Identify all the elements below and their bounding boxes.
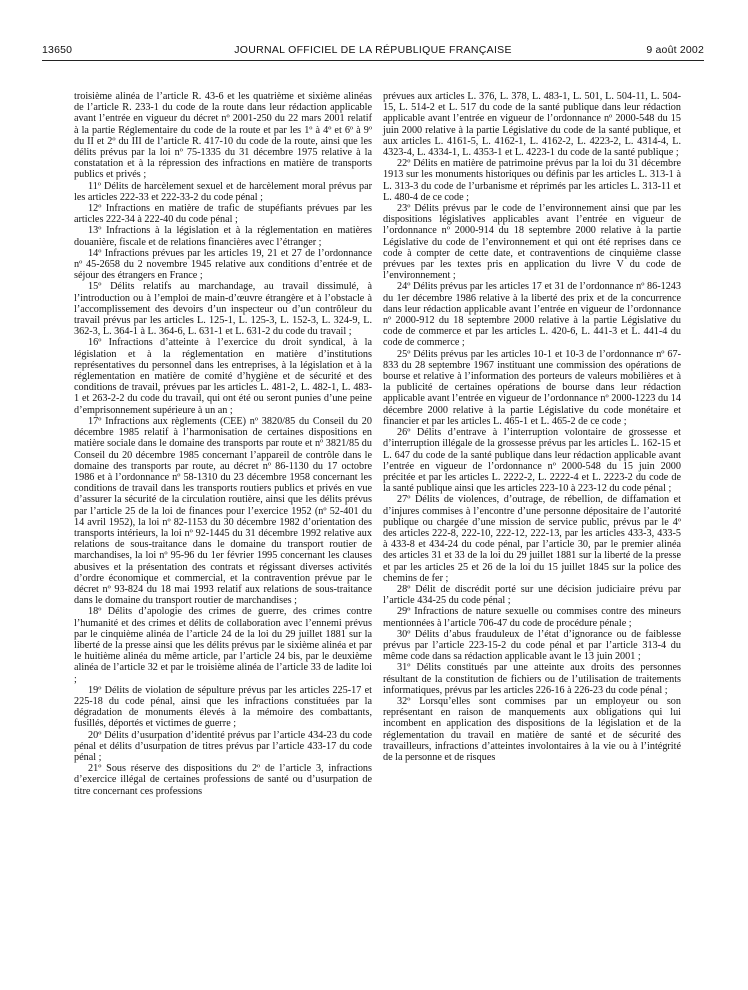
- paragraph: 15º Délits relatifs au marchandage, au travail dissimulé, à l’introduction ou à l’emploi de main-d’œuvre étrangère et à l’obstacle à l’accomplissement des devoirs d’un inspecteur ou d’un contrôleur du travail prévus par les articles L. 125-1, L. 125-3, L. 152-3, L. 324-9, L. 362-3, L. 364-1 à L. 364-6, L. 631-1 et L. 631-2 du code du travail ;: [74, 281, 372, 338]
- paragraph: 16º Infractions d’atteinte à l’exercice du droit syndical, à la législation et à la réglementation en matière d’institutions représentatives du personnel dans les entreprises, à la législation et à la réglementation en matière de comité d’hygiène et de sécurité et des conditions de travail, prévues par les articles L. 481-2, L. 482-1, L. 483-1 et 263-2-2 du code du travail, qui ont été ou seront punies d’une peine d’emprisonnement supérieure à un an ;: [74, 337, 372, 416]
- paragraph: 11º Délits de harcèlement sexuel et de harcèlement moral prévus par les articles 222-33 et 222-33-2 du code pénal ;: [74, 180, 372, 203]
- paragraph: 27º Délits de violences, d’outrage, de rébellion, de diffamation et d’injures commises à l’encontre d’une personne dépositaire de l’autorité publique ou chargée d’une mission de service public, prévus par le 4º des articles 222-8, 222-10, 222-12, 222-13, par les articles 433-3, 433-5 à 433-8 et 434-24 du code pénal, par l’article 30, par le premier alinéa des articles 31 et 33 de la loi du 29 juillet 1881 sur la liberté de la presse et par les articles 25 et 26 de la loi du 15 juillet 1845 sur la police des chemins de fer ;: [383, 494, 681, 584]
- paragraph: 31º Délits constitués par une atteinte aux droits des personnes résultant de la constitution de fichiers ou de l’utilisation de traitements informatiques, prévus par les articles 226-16 à 226-23 du code pénal ;: [383, 662, 681, 696]
- paragraph: 12º Infractions en matière de trafic de stupéfiants prévues par les articles 222-34 à 222-40 du code pénal ;: [74, 203, 372, 226]
- header-rule: [42, 60, 704, 61]
- paragraph: prévues aux articles L. 376, L. 378, L. 483-1, L. 501, L. 504-11, L. 504-15, L. 514-2 et L. 517 du code de la santé publique dans leur rédaction applicable avant l’entrée en vigueur de l’ordonnance nº 2000-548 du 15 juin 2000 relative à la partie Législative du code de la santé publique, et aux articles L. 4161-5, L. 4162-1, L. 4162-2, L. 4223-2, L. 4314-4, L. 4323-4, L. 4334-1, L. 4353-1 et L. 4223-1 du code de la santé publique ;: [383, 91, 681, 159]
- publication-date: 9 août 2002: [646, 44, 704, 56]
- paragraph: 32º Lorsqu’elles sont commises par un employeur ou son représentant en raison de manquements aux obligations qui lui incombent en application des dispositions de la législation et de la réglementation du travail en matière de santé et de sécurité des travailleurs, infractions d’atteintes involontaires à la vie ou à l’intégrité de la personne et de risques: [383, 695, 681, 763]
- paragraph: 25º Délits prévus par les articles 10-1 et 10-3 de l’ordonnance nº 67-833 du 28 septembre 1967 instituant une commission des opérations de bourse et relative à l’information des porteurs de valeurs mobilières et à la publicité de certaines opérations de bourse dans leur rédaction applicable avant l’entrée en vigueur de l’ordonnance nº 2000-1223 du 14 décembre 2000 relative à la partie Législative du code monétaire et financier et par les articles L. 465-1 et L. 465-2 de ce code ;: [383, 348, 681, 427]
- paragraph: 24º Délits prévus par les articles 17 et 31 de l’ordonnance nº 86-1243 du 1er décembre 1986 relative à la liberté des prix et de la concurrence dans leur rédaction applicable avant l’entrée en vigueur de l’ordonnance nº 2000-912 du 18 septembre 2000 relative à la partie Législative du code de commerce et par les articles L. 420-6, L. 441-3 et L. 441-4 du code de commerce ;: [383, 281, 681, 349]
- page-header: [42, 44, 704, 58]
- paragraph: 21º Sous réserve des dispositions du 2º de l’article 3, infractions d’exercice illégal de certaines professions de santé ou d’usurpation de titre concernant ces professions: [74, 763, 372, 797]
- paragraph: 13º Infractions à la législation et à la réglementation en matières douanière, fiscale et de relations financières avec l’étranger ;: [74, 225, 372, 248]
- paragraph: troisième alinéa de l’article R. 43-6 et les quatrième et sixième alinéas de l’article R. 233-1 du code de la route dans leur rédaction applicable avant l’entrée en vigueur du décret nº 2001-250 du 22 mars 2001 relatif à la partie Réglementaire du code de la route et par les 1º à 4º et 6º à 9º du II et 2º du III de l’article R. 417-10 du code de la route, ainsi que les délits prévus par la loi nº 75-1335 du 31 décembre 1975 relative à la constatation et à la répression des infractions en matière de transports publics et privés ;: [74, 91, 372, 181]
- right-column: [383, 91, 681, 763]
- paragraph: 17º Infractions aux règlements (CEE) nº 3820/85 du Conseil du 20 décembre 1985 relatif à l’harmonisation de certaines dispositions en matière sociale dans le domaine des transports par route et nº 3821/85 du Conseil du 20 décembre 1985 concernant l’appareil de contrôle dans le domaine des transports par route, au décret nº 86-1130 du 17 octobre 1986 et à l’ordonnance nº 58-1310 du 23 décembre 1958 concernant les conditions de travail dans les transports routiers publics et privés en vue d’assurer la sécurité de la circulation routière, ainsi que les délits prévus par l’article 25 de la loi de finances pour l’exercice 1952 (nº 52-401 du 14 avril 1952), la loi nº 82-1153 du 30 décembre 1982 d’orientation des transports intérieurs, la loi nº 92-1445 du 31 décembre 1992 relative aux relations de sous-traitance dans le domaine du transport routier de marchandises, la loi nº 95-96 du 1er février 1995 concernant les clauses abusives et la présentation des contrats et régissant diverses activités d’ordre économique et commercial, et la contravention prévue par le décret nº 93-824 du 18 mai 1993 relatif aux relations de sous-traitance dans le domaine du transport routier de marchandises ;: [74, 415, 372, 607]
- paragraph: 30º Délits d’abus frauduleux de l’état d’ignorance ou de faiblesse prévus par l’article 223-15-2 du code pénal et par l’article 313-4 du même code dans sa rédaction applicable avant le 13 juin 2001 ;: [383, 628, 681, 663]
- paragraph: 28º Délit de discrédit porté sur une décision judiciaire prévu par l’article 434-25 du code pénal ;: [383, 583, 681, 607]
- journal-title: JOURNAL OFFICIEL DE LA RÉPUBLIQUE FRANÇAISE: [234, 44, 512, 56]
- left-column: [74, 91, 372, 797]
- paragraph: 18º Délits d’apologie des crimes de guerre, des crimes contre l’humanité et des crimes et délits de collaboration avec l’ennemi prévus par le cinquième alinéa de l’article 24 de la loi du 29 juillet 1881 sur la liberté de la presse ainsi que les délits prévus par le sixième alinéa et par le huitième alinéa du même article, par l’article 24 bis, par le deuxième alinéa de l’article 32 et par le troisième alinéa de l’article 33 de ladite loi ;: [74, 606, 372, 685]
- page-number: 13650: [42, 44, 73, 56]
- paragraph: 26º Délits d’entrave à l’interruption volontaire de grossesse et d’interruption illégale de la grossesse prévus par les articles L. 162-15 et L. 647 du code de la santé publique dans leur rédaction applicable avant l’entrée en vigueur de l’ordonnance nº 2000-548 du 15 juin 2000 précitée et par les articles L. 2222-2, L. 2222-4 et L. 2223-2 du code de la santé publique ainsi que les articles 223-10 à 223-12 du code pénal ;: [383, 427, 681, 495]
- paragraph: 14º Infractions prévues par les articles 19, 21 et 27 de l’ordonnance nº 45-2658 du 2 novembre 1945 relative aux conditions d’entrée et de séjour des étrangers en France ;: [74, 247, 372, 282]
- paragraph: 19º Délits de violation de sépulture prévus par les articles 225-17 et 225-18 du code pénal, ainsi que les infractions constituées par la dégradation de monuments élevés à la mémoire des combattants, fusillés, déportés et victimes de guerre ;: [74, 684, 372, 730]
- paragraph: 22º Délits en matière de patrimoine prévus par la loi du 31 décembre 1913 sur les monuments historiques ou définis par les articles L. 313-1 à L. 313-3 du code de l’urbanisme et réprimés par les articles L. 313-11 et L. 480-4 de ce code ;: [383, 158, 681, 203]
- paragraph: 23º Délits prévus par le code de l’environnement ainsi que par les dispositions législatives applicables avant l’entrée en vigueur de l’ordonnance nº 2000-914 du 18 septembre 2000 relative à la partie Législative du code de l’environnement et qui ont été reprises dans ce code à compter de cette date, et contraventions de cinquième classe prévues par les textes pris en application du livre V du code de l’environnement ;: [383, 203, 681, 282]
- paragraph: 20º Délits d’usurpation d’identité prévus par l’article 434-23 du code pénal et délits d’usurpation de titres prévus par l’article 433-17 du code pénal ;: [74, 729, 372, 763]
- paragraph: 29º Infractions de nature sexuelle ou commises contre des mineurs mentionnées à l’article 706-47 du code de procédure pénale ;: [383, 606, 681, 629]
